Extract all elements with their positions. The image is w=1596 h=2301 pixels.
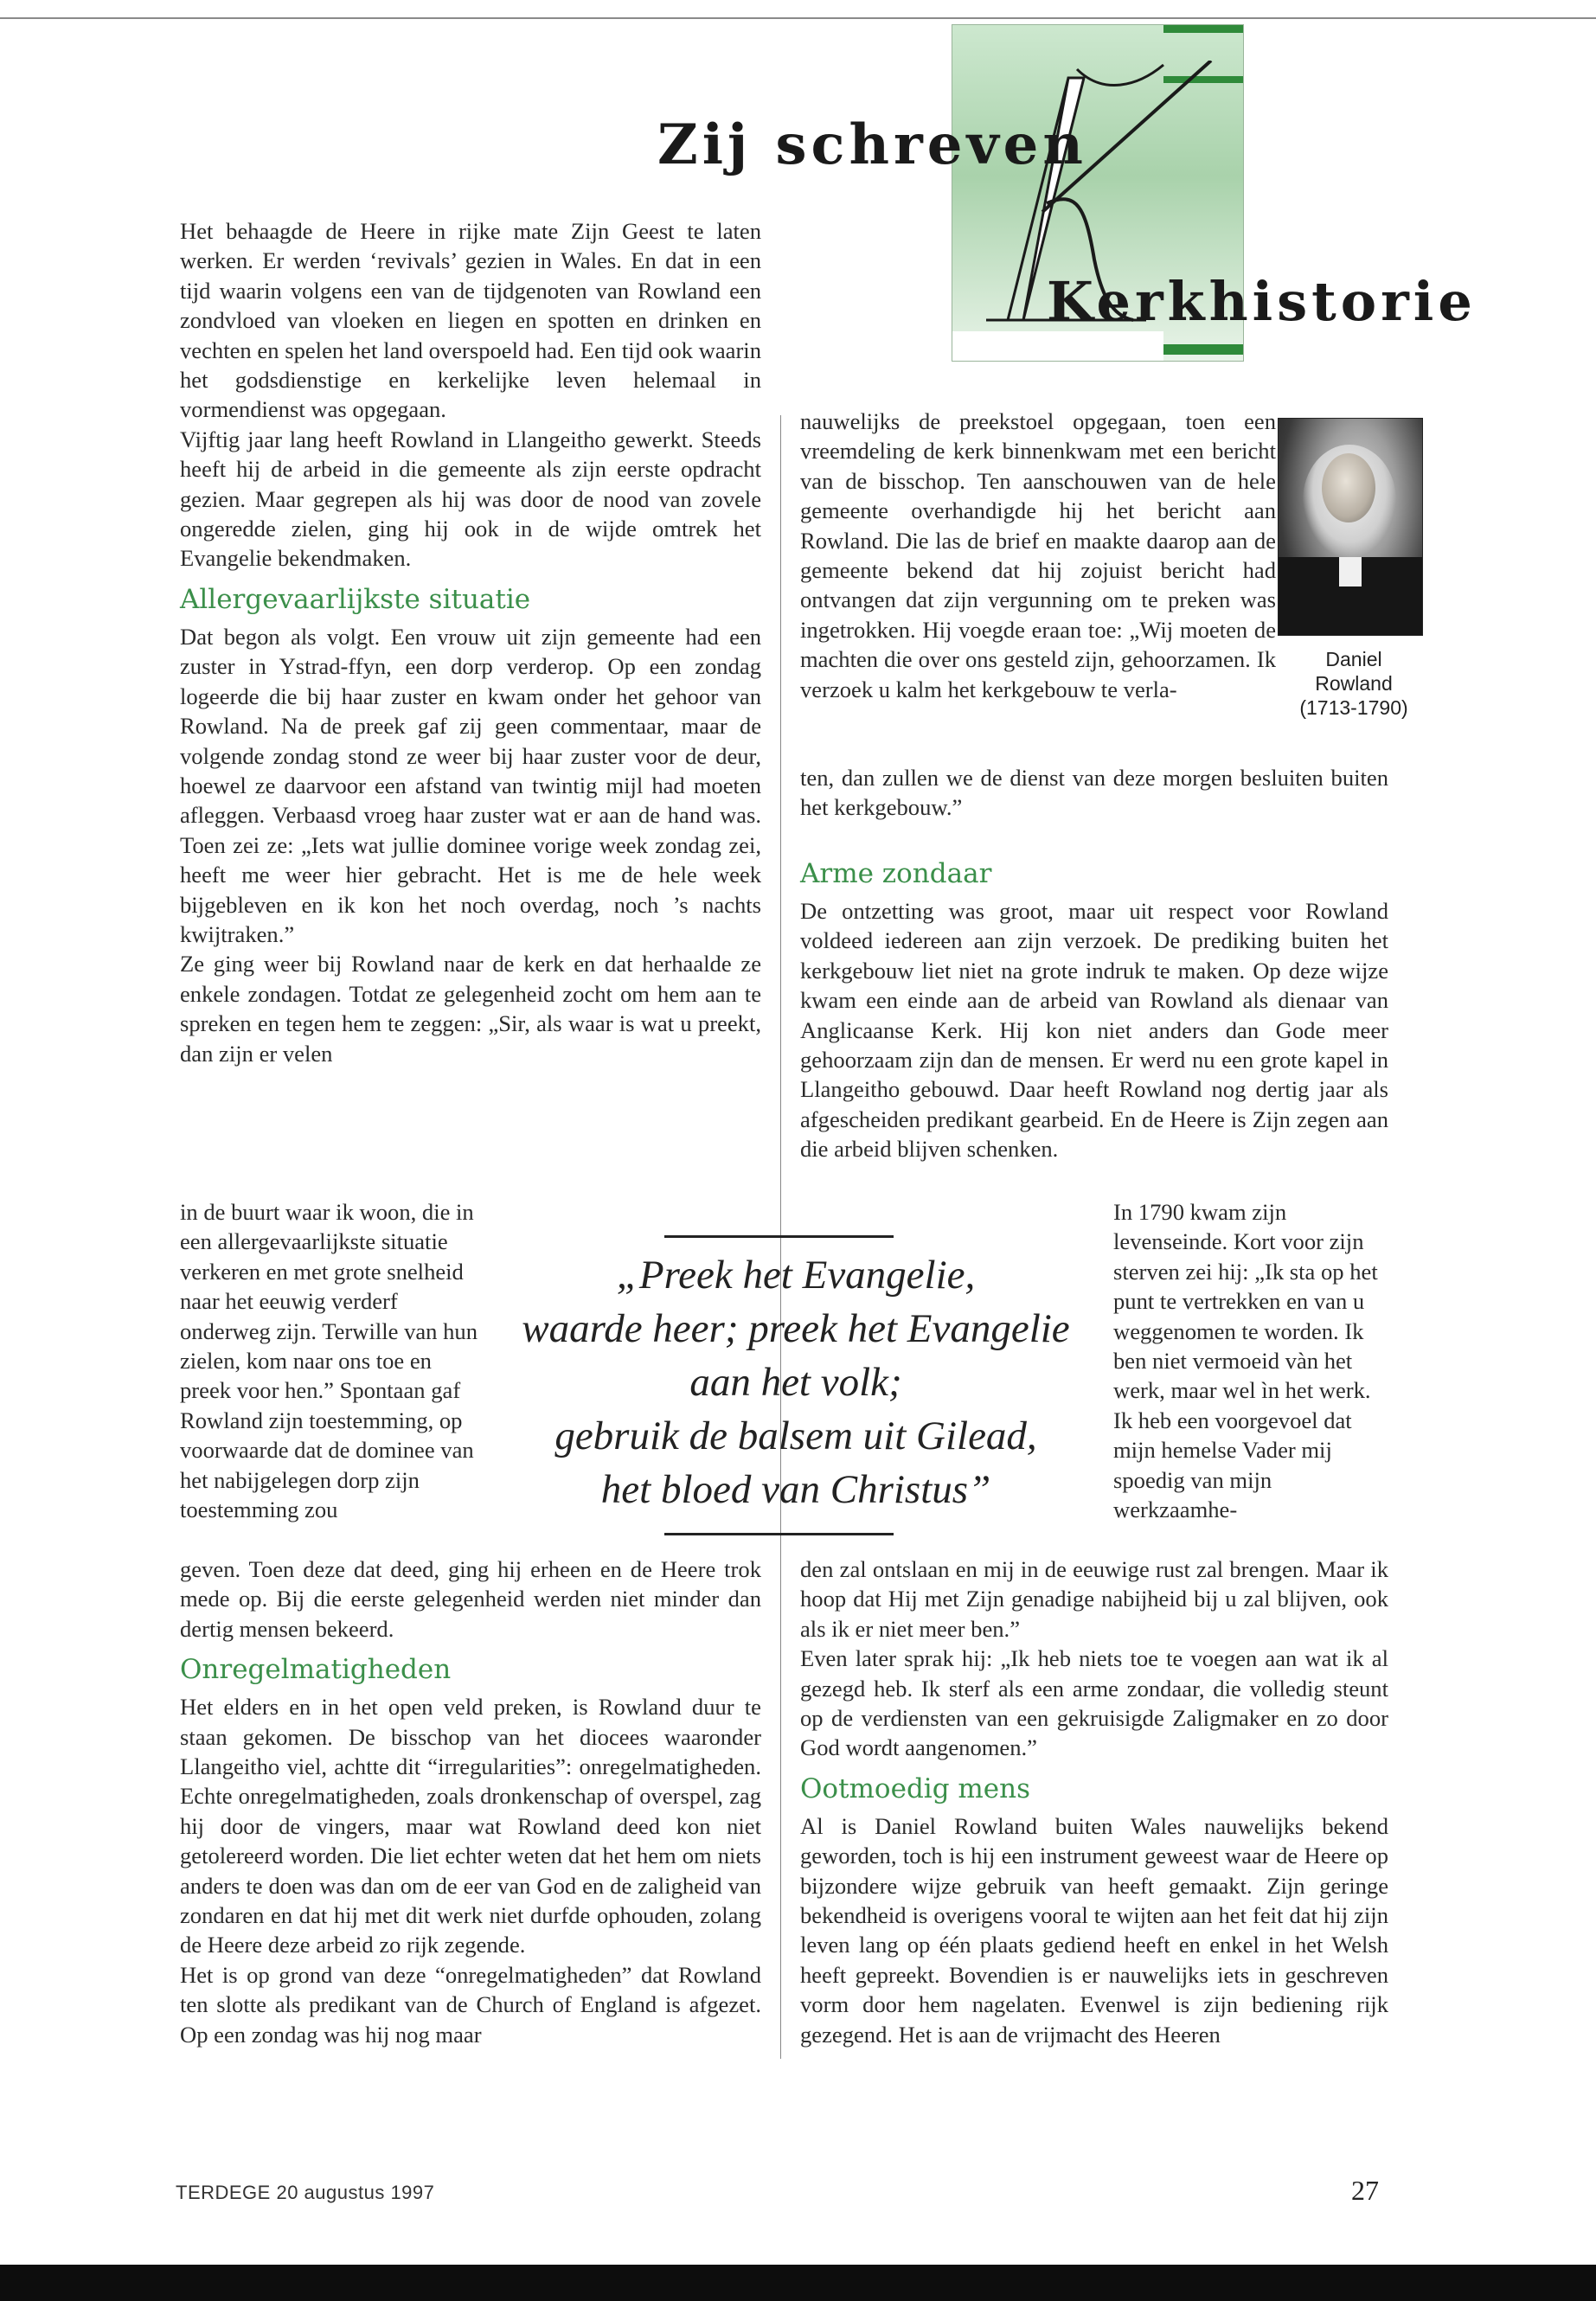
- pull-quote-line: „Preek het Evangelie,: [616, 1253, 976, 1298]
- right-column-section: [800, 848, 1388, 1164]
- section-heading: Allergevaarlijkste situatie: [180, 583, 531, 615]
- portrait-photo: [1278, 418, 1423, 636]
- heading-title-line2: Kerkhistorie: [1047, 270, 1477, 333]
- quote-rule: [664, 1235, 894, 1238]
- paragraph: in de buurt waar ik woon, die in een allergevaarlijkste situatie verkeren en met grote snelheid naar het eeuwig verderf onderweg zijn. Terwille van hun zielen, kom naar ons toe en preek voor hen.” Spontaan gaf Rowland zijn toestemming, op voorwaarde dat de dominee van het nabijgelegen dorp zijn toestemming zou: [180, 1199, 478, 1523]
- paragraph: Ze ging weer bij Rowland naar de kerk en dat herhaalde ze enkele zondagen. Totdat ze gelegenheid zocht om hem aan te spreken en tegen hem te zeggen: „Sir, als waar is wat u preekt, dan zijn er velen: [180, 951, 761, 1067]
- paragraph: Het elders en in het open veld preken, is Rowland duur te staan gekomen. De bisschop van het diocees waaronder Llangeitho viel, achtte dit “irregularities”: onregelmatigheden. Echte onregelmatigheden, zoals dronkenschap of overspel, zag hij door de vingers, maar wat Rowland deed kon niet getolereerd worden. Die liet echter weten dat het hem om niets anders te doen was dan om de eer van God en de zaligheid van zondaren en dat hij met dit werk niet durfde ophouden, zolang de Heere deze arbeid zo rijk zegende.: [180, 1694, 761, 1958]
- portrait-collar: [1339, 557, 1362, 586]
- pull-quote-line: aan het volk;: [689, 1360, 902, 1405]
- heading-title-line1: Zij schreven: [657, 112, 1087, 177]
- pull-quote-line: gebruik de balsem uit Gilead,: [554, 1413, 1037, 1458]
- caption-name-last: Rowland: [1315, 672, 1393, 695]
- paragraph: Al is Daniel Rowland buiten Wales nauwelijks bekend geworden, toch is hij een instrument geweest waar de Heere op bijzondere wijze gebruik van heeft gemaakt. Zijn geringe bekendheid is overigens vooral te wijten aan het feit dat hij zijn leven lang op één plaats gediend heeft en enkel in het Welsh heeft gepreekt. Bovendien is er nauwelijks iets in geschreven vorm door hem nagelaten. Evenwel is zijn bediening rijk gezegend. Het is aan de vrijmacht des Heeren: [800, 1812, 1388, 2048]
- section-heading: Ootmoedig mens: [800, 1772, 1031, 1804]
- paragraph: Vijftig jaar lang heeft Rowland in Llangeitho gewerkt. Steeds heeft hij de arbeid in die gemeente als zijn eerste opdracht gezien. Maar gegrepen als hij was door de nood van zovele ongeredde zielen, ging hij ook in de wijde omtrek het Evangelie bekendmaken.: [180, 426, 761, 572]
- footer-publication: TERDEGE 20 augustus 1997: [176, 2182, 435, 2203]
- bottom-scan-band: [0, 2265, 1596, 2301]
- paragraph: In 1790 kwam zijn levenseinde. Kort voor zijn sterven zei hij: „Ik sta op het punt te vertrekken en van u weggenomen te worden. Ik ben niet vermoeid vàn het werk, maar wel ìn het werk. Ik heb een voorgevoel dat mijn hemelse Vader mij spoedig van mijn werkzaamhe-: [1113, 1199, 1378, 1523]
- pull-quote-line: het bloed van Christus”: [600, 1467, 991, 1512]
- left-narrow-column: [180, 1197, 487, 1524]
- caption-name-first: Daniel: [1325, 648, 1382, 670]
- right-column-continued: [800, 763, 1388, 823]
- right-column-top: [800, 407, 1276, 704]
- right-narrow-column: [1113, 1197, 1390, 1524]
- page-number: 27: [1351, 2175, 1379, 2206]
- paragraph: Het is op grond van deze “onregelmatigheden” dat Rowland ten slotte als predikant van de Church of England is afgezet. Op een zondag was hij nog maar: [180, 1961, 761, 2048]
- right-column-bottom: [800, 1554, 1388, 2049]
- paragraph: nauwelijks de preekstoel opgegaan, toen een vreemdeling de kerk binnenkwam met een bericht van de bisschop. Ten aanschouwen van de hele gemeente overhandigde hij het bericht aan Rowland. Die las de brief en maakte daarop aan de gemeente bekend dat hij zojuist bericht had ontvangen dat zijn vergunning om te preken was ingetrokken. Hij voegde eraan toe: „Wij moeten de machten die over ons gesteld zijn, gehoorzamen. Ik verzoek u kalm het kerkgebouw te verla-: [800, 408, 1276, 702]
- pull-quote-line: waarde heer; preek het Evangelie: [522, 1306, 1070, 1351]
- portrait-caption: [1280, 647, 1427, 720]
- left-column: [180, 216, 761, 1068]
- section-heading: Onregelmatigheden: [180, 1654, 452, 1686]
- paragraph: ten, dan zullen we de dienst van deze morgen besluiten buiten het kerkgebouw.”: [800, 765, 1388, 821]
- quote-rule: [664, 1533, 894, 1535]
- paragraph: den zal ontslaan en mij in de eeuwige rust zal brengen. Maar ik hoop dat Hij met Zijn genadige nabijheid bij u zal blijven, ook als ik er niet meer ben.”: [800, 1556, 1388, 1642]
- section-heading: Arme zondaar: [800, 858, 992, 889]
- pull-quote: [497, 1248, 1094, 1516]
- left-column-bottom: [180, 1554, 761, 2049]
- portrait-face: [1322, 453, 1375, 522]
- paragraph: Even later sprak hij: „Ik heb niets toe te voegen aan wat ik al gezegd heb. Ik sterf als een arme zondaar, die volledig steunt op de verdiensten van een gekruisigde Zaligmaker en zo door God wordt aangenomen.”: [800, 1645, 1388, 1761]
- paragraph: Het behaagde de Heere in rijke mate Zijn Geest te laten werken. Er werden ‘revivals’ gezien in Wales. En dat in een tijd waarin volgens een van de tijdgenoten van Rowland een zondvloed van vloeken en liegen en spotten en drinken en vechten en spelen het land overspoeld had. Een tijd ook waarin het godsdienstige en kerkelijke leven helemaal in vormendienst was opgegaan.: [180, 218, 761, 423]
- paragraph: Dat begon als volgt. Een vrouw uit zijn gemeente had een zuster in Ystrad-ffyn, een dorp verderop. Op een zondag logeerde die bij haar zuster en kwam onder het gehoor van Rowland. Na de preek gaf zij geen commentaar, maar de volgende zondag stond ze weer bij haar zuster voor de deur, hoewel ze daarvoor een afstand van twintig mijl had moeten afleggen. Verbaasd vroeg haar zuster wat er aan de hand was. Toen zei ze: „Iets wat jullie dominee vorige week zondag zei, heeft me weer hier gebracht. Het is me de hele week bijgebleven en ik kon het noch overdag, noch ’s nachts kwijtraken.”: [180, 623, 761, 947]
- paragraph: De ontzetting was groot, maar uit respect voor Rowland voldeed iedereen aan zijn verzoek. De prediking buiten het kerkgebouw liet niet na grote indruk te maken. Op deze wijze kwam een einde aan de arbeid van Rowland als dienaar van Anglicaanse Kerk. Hij kon niet anders dan Gode meer gehoorzaam zijn dan de mensen. Er werd nu een grote kapel in Llangeitho gebouwd. Daar heeft Rowland nog dertig jaar als afgescheiden predikant gearbeid. En de Heere is Zijn zegen aan die arbeid blijven schenken.: [800, 898, 1388, 1163]
- paragraph: geven. Toen deze dat deed, ging hij erheen en de Heere trok mede op. Bij die eerste gelegenheid werden niet minder dan dertig mensen bekeerd.: [180, 1556, 761, 1642]
- top-rule: [0, 17, 1596, 19]
- caption-years: (1713-1790): [1299, 696, 1408, 719]
